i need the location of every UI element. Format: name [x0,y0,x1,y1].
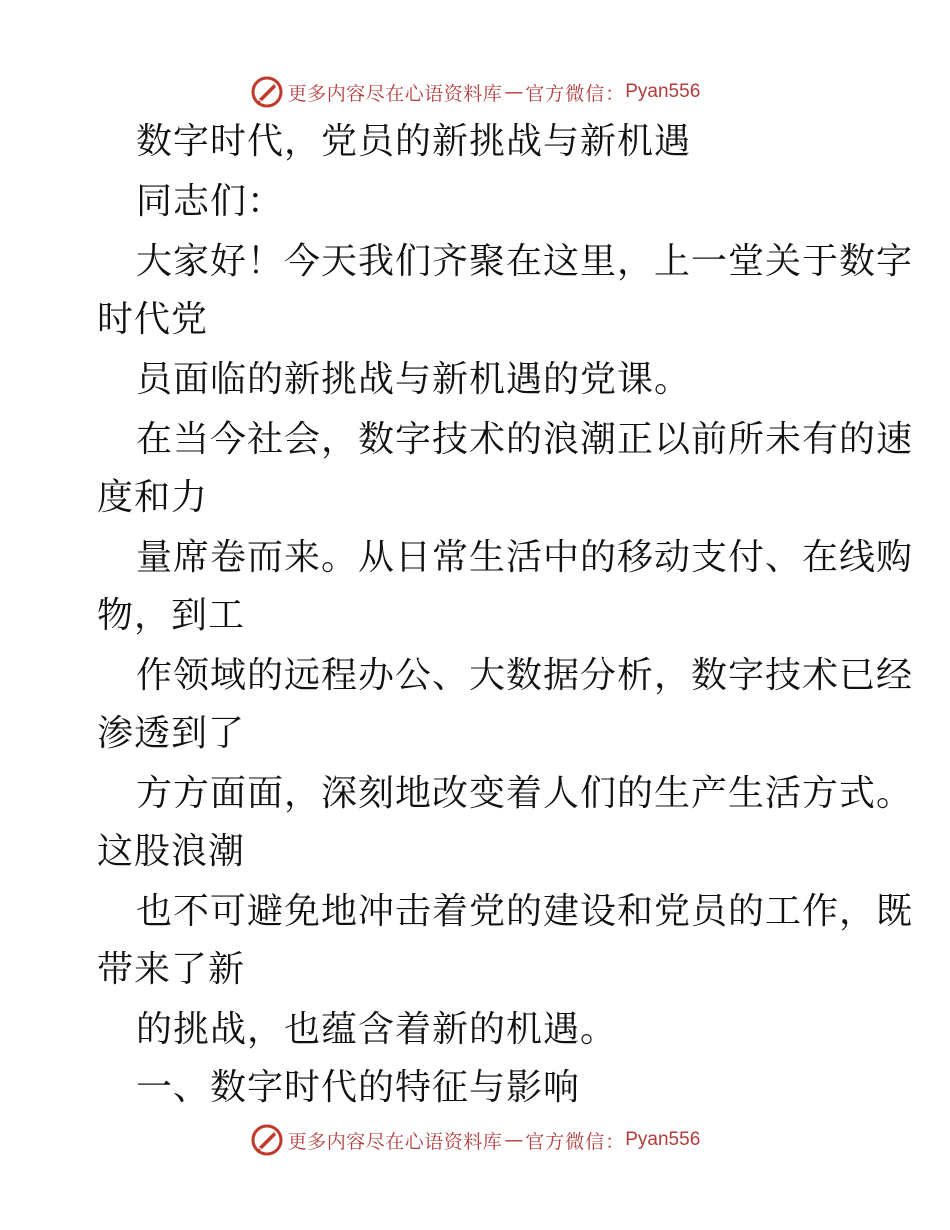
text-line: 的挑战，也蕴含着新的机遇。 [136,1009,618,1050]
quill-logo-icon [250,1123,284,1157]
text-line: 方方面面，深刻地改变着人们的生产生活方式。 [136,773,914,814]
watermark-official-label: 官方微信： [525,82,626,105]
text-line: 量席卷而来。从日常生活中的移动支付、在线购 [136,537,914,578]
watermark-wechat-id: Pyan556 [625,1129,701,1150]
watermark-footer [0,1120,950,1160]
section-heading: 一、数字时代的特征与影响 [136,1067,581,1108]
text-line: 作领域的远程办公、大数据分析，数字技术已经 [136,655,914,696]
text-line: 大家好！今天我们齐聚在这里，上一堂关于数字 [136,241,914,282]
text-line: 物，到工 [97,595,246,636]
text-line: 在当今社会，数字技术的浪潮正以前所未有的速 [136,419,914,460]
watermark-header [0,72,950,112]
text-line: 渗透到了 [97,713,246,754]
text-line: 员面临的新挑战与新机遇的党课。 [136,359,692,400]
watermark-official-label: 官方微信： [525,1130,626,1153]
quill-logo-icon [250,75,284,109]
text-line: 时代党 [97,299,209,340]
text-line: 这股浪潮 [97,831,246,872]
watermark-wechat-id: Pyan556 [625,81,701,102]
watermark-dash: — [504,81,524,103]
salutation: 同志们： [136,181,285,222]
text-line: 也不可避免地冲击着党的建设和党员的工作，既 [136,891,914,932]
document-title: 数字时代，党员的新挑战与新机遇 [136,121,692,162]
watermark-dash: — [504,1129,524,1151]
text-line: 度和力 [97,477,209,518]
watermark-brand: 更多内容尽在心语资料库 [287,1130,503,1153]
watermark-brand: 更多内容尽在心语资料库 [287,82,503,105]
text-line: 带来了新 [97,949,246,990]
